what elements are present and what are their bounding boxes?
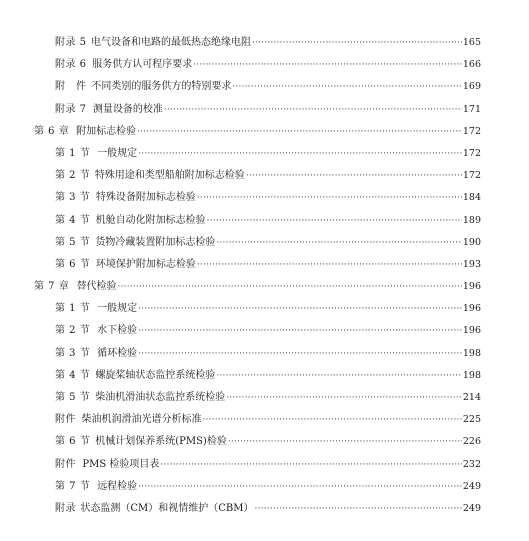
- toc-entry-number: 第 6 节: [55, 258, 91, 270]
- toc-section-row[interactable]: [0, 387, 529, 409]
- toc-entry-title: 一般规定: [97, 147, 138, 159]
- toc-chapter-row[interactable]: [0, 121, 529, 143]
- toc-entry-number: 附录 6: [55, 59, 87, 71]
- dot-leader: [207, 210, 462, 232]
- toc-section-row[interactable]: [0, 232, 529, 254]
- dot-leader: [197, 187, 462, 209]
- toc-page-number: 214: [462, 392, 481, 403]
- toc-entry-title: 机械计划保养系统(PMS)检验: [95, 436, 227, 448]
- toc-entry: [55, 431, 481, 453]
- toc-page-number: 198: [462, 369, 481, 381]
- toc-page-number: 169: [462, 81, 481, 93]
- toc-page-number: 232: [462, 458, 481, 470]
- toc-entry: [55, 32, 481, 54]
- toc-entry-title: PMS 检验项目表: [82, 458, 160, 470]
- toc-entry-number: 第 2 节: [55, 325, 91, 337]
- toc-entry-number: 第 3 节: [55, 192, 91, 204]
- dot-leader: [226, 387, 462, 409]
- toc-entry: [55, 165, 481, 187]
- toc-entry: [55, 187, 481, 209]
- toc-entry: [55, 454, 481, 476]
- toc-chapter-row[interactable]: [0, 276, 529, 298]
- toc-entry-title: 环境保护附加标志检验: [95, 258, 196, 270]
- toc-entry: [55, 498, 481, 520]
- toc-entry: [34, 276, 481, 298]
- toc-entry-title: 货物冷藏装置附加标志检验: [95, 236, 216, 248]
- dot-leader: [203, 409, 462, 431]
- dot-leader: [232, 76, 461, 98]
- toc-entry-number: 第 6 章: [34, 125, 70, 137]
- toc-entry-number: 附录 5: [55, 37, 87, 48]
- dot-leader: [138, 320, 462, 342]
- toc-entry: [34, 121, 481, 143]
- dot-leader: [252, 32, 462, 54]
- toc-entry: [55, 210, 481, 232]
- toc-section-row[interactable]: [0, 320, 529, 342]
- toc-entry-number: 第 7 节: [55, 480, 91, 492]
- toc-entry-number: 第 1 节: [55, 147, 91, 159]
- toc-section-row[interactable]: [0, 298, 529, 320]
- toc-entry-title: 柴油机润滑油光谱分析标准: [81, 414, 202, 426]
- toc-entry: [55, 365, 481, 387]
- toc-section-row[interactable]: [0, 99, 529, 121]
- dot-leader: [137, 121, 462, 143]
- toc-entry-number: 附录 7: [55, 103, 87, 115]
- toc-entry-title: 特殊用途和类型船舶附加标志检验: [94, 170, 245, 182]
- toc-page-number: 189: [462, 214, 481, 226]
- toc-page-number: 226: [462, 436, 481, 448]
- toc-entry-title: 状态监测（CM）和视情维护（CBM）: [80, 502, 254, 514]
- toc-section-row[interactable]: [0, 32, 529, 54]
- toc-entry-number: 第 5 节: [55, 392, 91, 403]
- table-of-contents: [0, 32, 529, 520]
- toc-entry: [55, 476, 481, 498]
- toc-section-row[interactable]: [0, 210, 529, 232]
- dot-leader: [138, 298, 462, 320]
- toc-entry-title: 电气设备和电路的最低热态绝缘电阻: [91, 37, 251, 48]
- toc-section-row[interactable]: [0, 343, 529, 365]
- dot-leader: [138, 143, 462, 165]
- dot-leader: [216, 365, 461, 387]
- toc-entry: [55, 387, 481, 409]
- toc-entry-number: 第 5 节: [55, 236, 91, 248]
- toc-page-number: 190: [462, 236, 481, 248]
- toc-page-number: 165: [462, 37, 481, 48]
- toc-page-number: 172: [462, 170, 481, 182]
- toc-section-row[interactable]: [0, 476, 529, 498]
- toc-entry-number: 第 4 节: [55, 214, 91, 226]
- toc-section-row[interactable]: [0, 409, 529, 431]
- dot-leader: [164, 99, 462, 121]
- dot-leader: [197, 254, 462, 276]
- toc-entry-title: 服务供方认可程序要求: [92, 59, 193, 71]
- toc-section-row[interactable]: [0, 165, 529, 187]
- toc-entry-number: 第 6 节: [55, 436, 91, 448]
- toc-entry-number: 第 7 章: [34, 281, 70, 293]
- dot-leader: [193, 54, 462, 76]
- dot-leader: [160, 454, 461, 476]
- toc-entry: [55, 298, 481, 320]
- toc-page-number: 184: [462, 192, 481, 204]
- toc-section-row[interactable]: [0, 143, 529, 165]
- toc-entry: [55, 54, 481, 76]
- toc-entry-number: 第 3 节: [55, 347, 91, 359]
- toc-page-number: 172: [462, 125, 481, 137]
- toc-section-row[interactable]: [0, 76, 529, 98]
- dot-leader: [255, 498, 462, 520]
- toc-page-number: 249: [462, 502, 481, 514]
- toc-section-row[interactable]: [0, 254, 529, 276]
- toc-entry-number: 附 件: [55, 81, 87, 93]
- toc-page-number: 225: [462, 414, 481, 426]
- toc-entry-number: 第 1 节: [55, 303, 91, 315]
- toc-page-number: 193: [462, 258, 481, 270]
- toc-entry-title: 远程检验: [97, 480, 138, 492]
- toc-entry-title: 柴油机滑油状态监控系统检验: [95, 392, 226, 403]
- toc-page-number: 198: [462, 347, 481, 359]
- dot-leader: [138, 343, 462, 365]
- dot-leader: [118, 276, 462, 298]
- toc-page-number: 196: [462, 325, 481, 337]
- toc-entry-number: 附件: [55, 458, 76, 470]
- dot-leader: [246, 165, 462, 187]
- toc-page-number: 172: [462, 147, 481, 159]
- toc-page-number: 171: [462, 103, 481, 115]
- dot-leader: [216, 232, 461, 254]
- toc-page-number: 196: [462, 281, 481, 293]
- toc-page-number: 166: [462, 59, 481, 71]
- toc-entry-title: 附加标志检验: [76, 125, 137, 137]
- toc-entry-title: 螺旋桨轴状态监控系统检验: [95, 369, 216, 381]
- toc-entry-title: 替代检验: [76, 281, 117, 293]
- toc-entry: [55, 409, 481, 431]
- toc-section-row[interactable]: [0, 498, 529, 520]
- dot-leader: [138, 476, 462, 498]
- toc-entry-title: 测量设备的校准: [92, 103, 163, 115]
- toc-entry-number: 第 4 节: [55, 369, 91, 381]
- toc-section-row[interactable]: [0, 365, 529, 387]
- toc-page-number: 196: [462, 303, 481, 315]
- toc-entry: [55, 99, 481, 121]
- toc-section-row[interactable]: [0, 454, 529, 476]
- toc-entry-number: 附件: [55, 414, 76, 426]
- toc-entry-number: 附录: [55, 502, 76, 514]
- toc-page-number: 249: [462, 480, 481, 492]
- toc-entry: [55, 343, 481, 365]
- toc-entry-title: 特殊设备附加标志检验: [95, 192, 196, 204]
- toc-entry-title: 一般规定: [97, 303, 138, 315]
- toc-entry-title: 不同类别的服务供方的特别要求: [91, 81, 232, 93]
- toc-section-row[interactable]: [0, 54, 529, 76]
- toc-entry: [55, 76, 481, 98]
- toc-entry: [55, 143, 481, 165]
- toc-entry-title: 循环检验: [97, 347, 138, 359]
- toc-entry-number: 第 2 节: [55, 170, 91, 182]
- toc-entry: [55, 232, 481, 254]
- toc-section-row[interactable]: [0, 187, 529, 209]
- toc-entry-title: 机舱自动化附加标志检验: [95, 214, 206, 226]
- dot-leader: [228, 431, 462, 453]
- toc-section-row[interactable]: [0, 431, 529, 453]
- toc-entry: [55, 320, 481, 342]
- toc-entry: [55, 254, 481, 276]
- toc-entry-title: 水下检验: [97, 325, 138, 337]
